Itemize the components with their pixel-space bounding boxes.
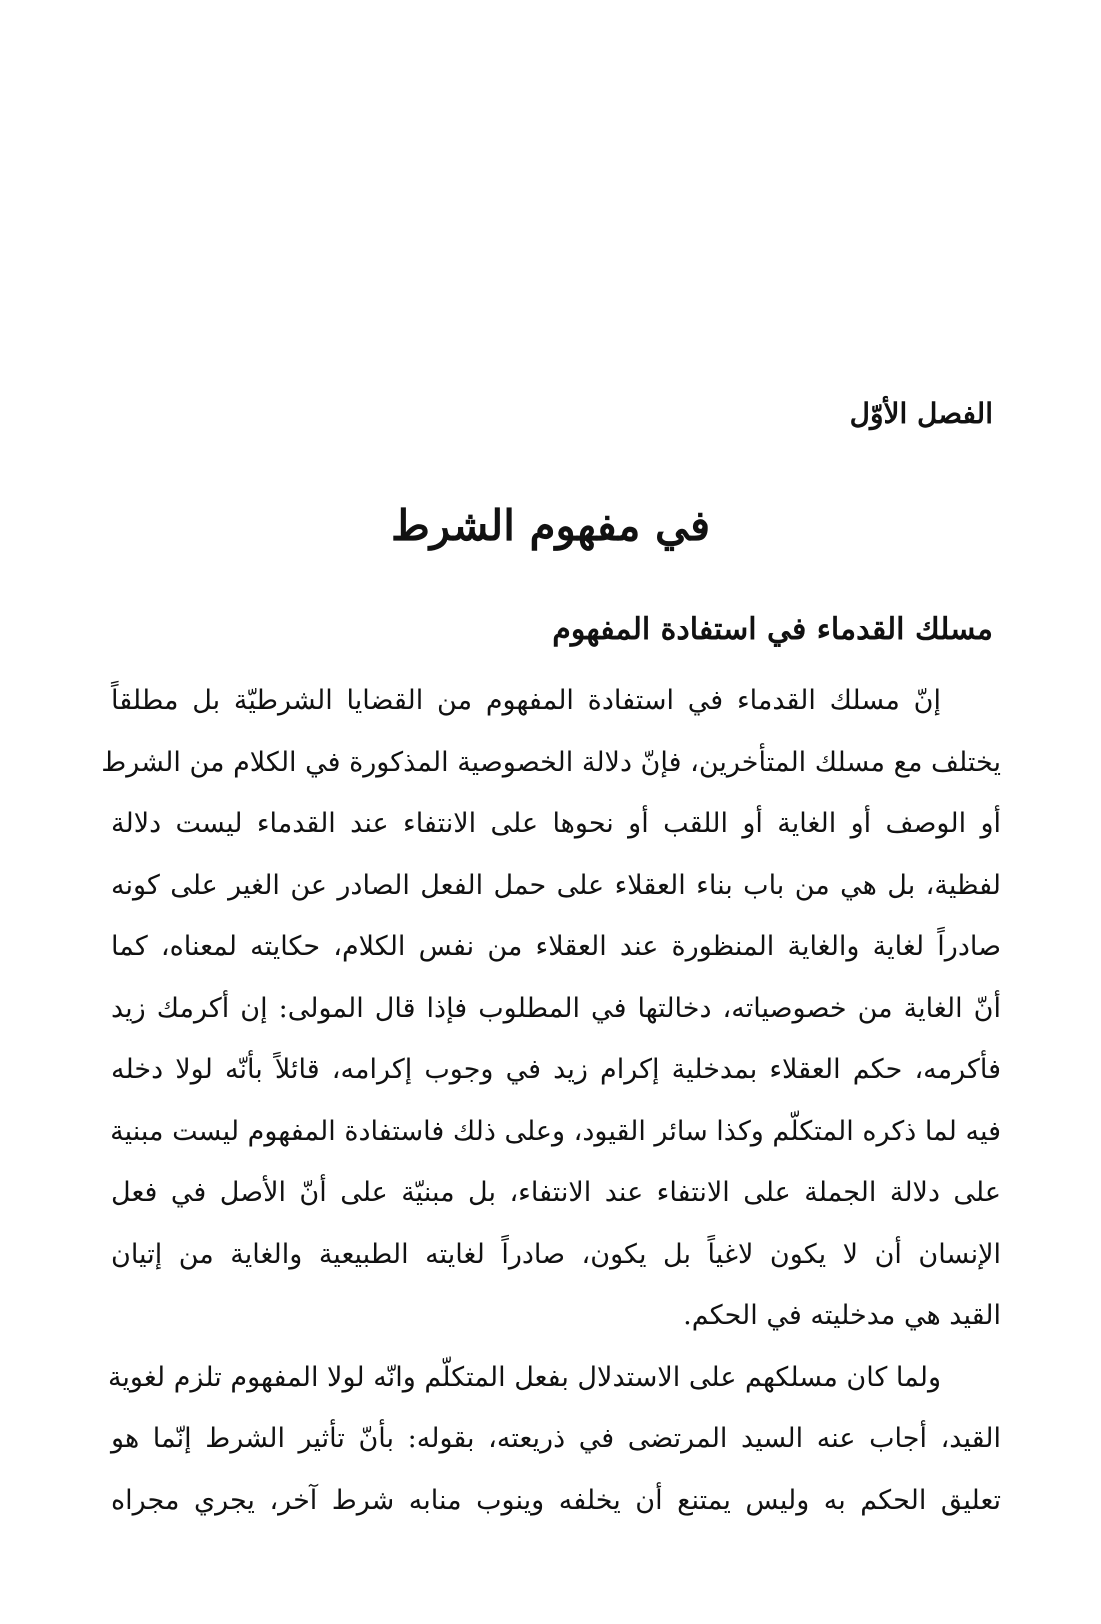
text-line: القيد، أجاب عنه السيد المرتضى في ذريعته، بقوله: بأنّ تأثير الشرط إنّما هو — [111, 1423, 1001, 1454]
text-line: يختلف مع مسلك المتأخرين، فإنّ دلالة الخصوصية المذكورة في الكلام من الشرط — [101, 746, 1001, 778]
chapter-title: في مفهوم الشرط — [390, 501, 711, 550]
text-line: ولما كان مسلكهم على الاستدلال بفعل المتكلّم وانّه لولا المفهوم تلزم لغوية — [107, 1361, 941, 1393]
chapter-label: الفصل الأوّل — [849, 397, 993, 430]
text-line: فيه لما ذكره المتكلّم وكذا سائر القيود، وعلى ذلك فاستفادة المفهوم ليست مبنية — [110, 1115, 1001, 1147]
paragraph-2 — [107, 1347, 1001, 1532]
section-heading: مسلك القدماء في استفادة المفهوم — [552, 612, 993, 647]
text-line: تعليق الحكم به وليس يمتنع أن يخلفه وينوب منابه شرط آخر، يجري مجراه — [111, 1484, 1001, 1516]
text-line: لفظية، بل هي من باب بناء العقلاء على حمل الفعل الصادر عن الغير على كونه — [111, 869, 1001, 901]
text-line: الإنسان أن لا يكون لاغياً بل يكون، صادراً لغايته الطبيعية والغاية من إتيان — [111, 1238, 1001, 1270]
text-line: فأكرمه، حكم العقلاء بمدخلية إكرام زيد في وجوب إكرامه، قائلاً بأنّه لولا دخله — [111, 1054, 1001, 1085]
text-line: أنّ الغاية من خصوصياته، دخالتها في المطلوب فإذا قال المولى: إن أكرمك زيد — [111, 992, 1001, 1024]
text-line: على دلالة الجملة على الانتفاء عند الانتفاء، بل مبنيّة على أنّ الأصل في فعل — [111, 1177, 1001, 1208]
text-line: صادراً لغاية والغاية المنظورة عند العقلاء من نفس الكلام، حكايته لمعناه، كما — [111, 931, 1001, 962]
text-line: إنّ مسلك القدماء في استفادة المفهوم من القضايا الشرطيّة بل مطلقاً — [111, 685, 941, 716]
body-text — [101, 670, 1001, 1531]
paragraph-1 — [101, 670, 1001, 1347]
text-line: القيد هي مدخليته في الحكم. — [683, 1300, 1001, 1331]
text-line: أو الوصف أو الغاية أو اللقب أو نحوها على الانتفاء عند القدماء ليست دلالة — [111, 808, 1001, 839]
